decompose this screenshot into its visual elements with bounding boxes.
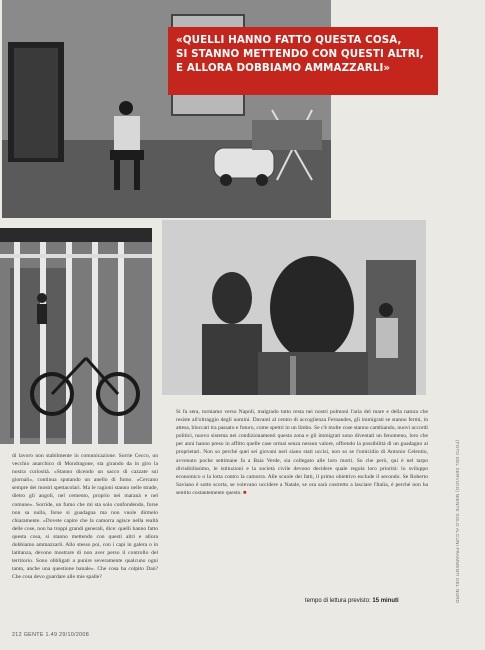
pull-quote-line-1: «QUELLI HANNO FATTO QUESTA COSA,: [176, 34, 402, 46]
reading-time: [305, 598, 399, 604]
pull-quote-box: [168, 27, 438, 95]
photo-window-bars: [0, 228, 152, 444]
pull-quote-line-2: SI STANNO METTENDO CON QUESTI ALTRI,: [176, 48, 424, 60]
photo-credit-text: (FOTO DEL SERVIZIO) NIENTE SOLO ALCUNI FRAMMENTI DEL NORD: [455, 440, 460, 604]
window-bars-illustration: [0, 228, 152, 444]
page-footer: 212 GENTE 1.49 29/10/2008: [12, 632, 90, 638]
portrait-illustration: [162, 220, 426, 395]
reading-time-value: 15 minuti: [372, 598, 399, 604]
article-left-column: di lavoro non stabilmente in comunicazione. Sorrie Cecco, un vecchio anarchico di Mondragone, sta girando da in giro la nostra curiosità. «Stanno dicendo un sacco di cazzate sui giornali», continua sputando un anello di fumo. «Cercano sempre dei mostri spettacolari. Ma le ragioni stanno nelle strade, dietro gli angoli, nel cemento, proprio nei maranà e nel comune». Sorride, un fumo che mi sta solo confondendo, forse non sa nulla, forse si guadagna ma non vuole dirmelo chiaramente. «Dovete capire che la camorra agisce nella realtà delle cose, non ha troppi grandi generali, dice: quelli hanno fatto questa cosa, si stanno mettendo con questi altri e allora dobbiamo ammazzarli. Allo stesso poi, con i capi in galera o in latitanza, devono mostrare di non aver perso il controllo del territorio. Sono obbligati a punire severamente qualcuno ogni tanto, anche una questione banale». Che cosa ha colpito Dan? Che cosa devo guardare alle mie spalle?: [12, 453, 158, 581]
photo-credit: [452, 440, 462, 610]
reading-time-label: tempo di lettura previsto:: [305, 598, 371, 604]
photo-portrait: [162, 220, 426, 395]
end-mark-icon: ■: [243, 489, 247, 496]
article-right-column: [176, 408, 428, 497]
pull-quote-line-3: E ALLORA DOBBIAMO AMMAZZARLI»: [176, 62, 391, 74]
article-right-text: Si fa sera, torniamo verso Napoli, malgrado tutto resta nei nostri polmoni l'aria del mare e della natura che resiste all'oltraggio degli uomini. Davanti al centro di accoglienza Fernandes, gli immigrati se stanno fermi, in attesa, bloccati tra passato e futuro, come spettri in un limbo. Se c'è molte cose stanno cambiando, nuovi accordi politici, nuovo sistema nei condizionamenti questa zona e gli immigrati sono diventati un fenomeno, loro che per anni hanno preso in affitto quelle case ormai senza nessun valore, offrendo la possibilità di un guadagno ai proprietari. Non so perché quei sei giovani neri siano stati uccisi, non so se l'omicidio di Antonio Celentio, avvenuto poche settimane fa a Baia Verde, sia collegato alle loro morti. So che però, qui è nel tarpo divisibilissimo, le istituzioni e la società civile devono decidere quale regola loro priorità: lo sviluppo economico o la lotta contro la camorra. Alle scuole dei fatti, il primo obiettivo esclude il secondo. Se Roberto Saviano è sotto scorta, se volevano uccidere a Natale, se ora sarà costretto a lasciare l'Italia, è perché non ha sentito costantemente questo.: [176, 409, 428, 496]
